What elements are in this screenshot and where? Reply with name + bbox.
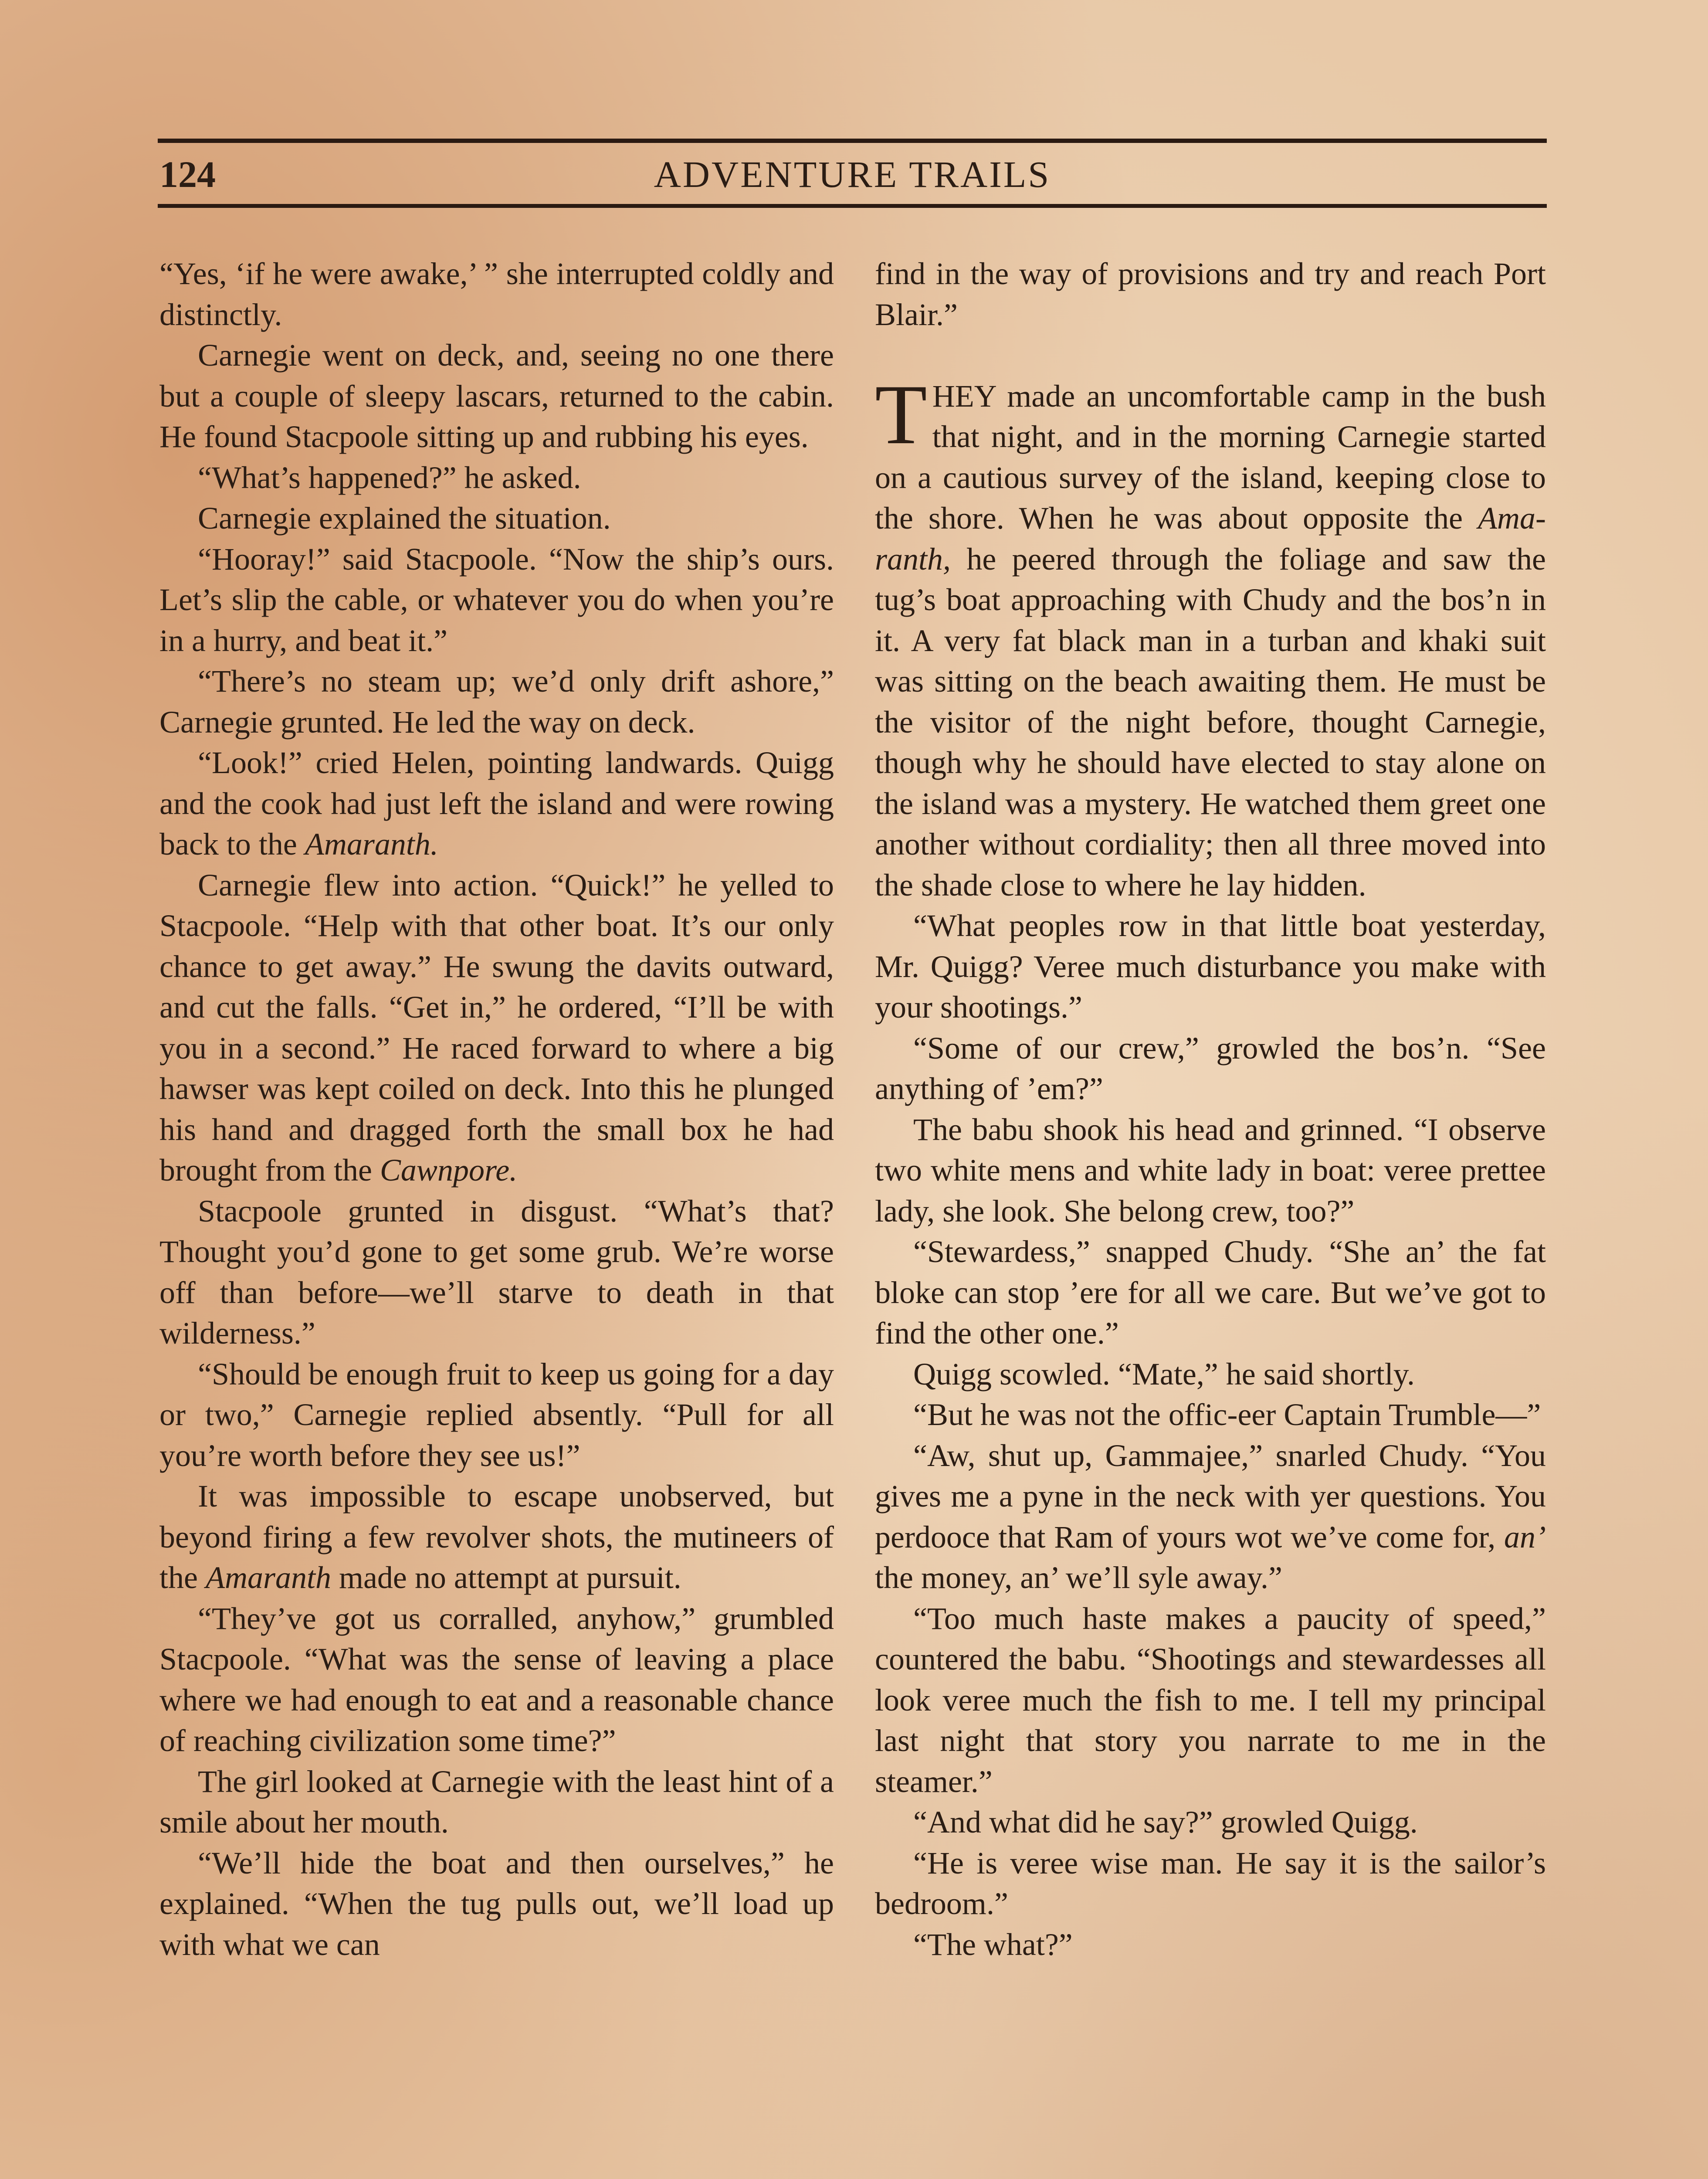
paragraph <box>875 1599 1546 1802</box>
paragraph-text: Quigg scowled. “Mate,” he said shortly. <box>913 1356 1415 1392</box>
paragraph-text: The babu shook his head and grinned. “I observe two white mens and white lady in boat: veree prettee lady, she look. She belong crew, too?” <box>875 1112 1546 1229</box>
italic-name: an’ <box>1504 1519 1546 1554</box>
paragraph <box>159 1476 834 1599</box>
paragraph-text: “Yes, ‘if he were awake,’ ” she interrupted coldly and distinctly. <box>159 256 834 332</box>
paragraph <box>159 1762 834 1843</box>
paragraph-text: “And what did he say?” growled Quigg. <box>913 1805 1418 1840</box>
drop-cap: T <box>875 367 927 462</box>
paragraph-text: It was impossible to escape unobserved, but beyond firing a few revolver shots, the mutineers of the <box>159 1479 834 1595</box>
paragraph <box>159 1599 834 1762</box>
running-title: ADVENTURE TRAILS <box>654 153 1051 195</box>
paragraph <box>159 1843 834 1965</box>
page-header <box>158 146 1547 202</box>
paragraph <box>875 1354 1546 1395</box>
italic-name: Cawnpore. <box>380 1153 518 1188</box>
paragraph-text: “What’s happened?” he asked. <box>198 460 581 495</box>
paragraph <box>875 367 1546 906</box>
paragraph <box>159 865 834 1191</box>
paragraph <box>875 906 1546 1028</box>
paragraph-text: “Stewardess,” snapped Chudy. “She an’ the fat bloke can stop ’ere for all we care. But we’ve got to find the other one.” <box>875 1234 1546 1351</box>
paragraph <box>159 335 834 458</box>
paragraph <box>159 661 834 743</box>
paragraph-text: “The what?” <box>913 1927 1073 1962</box>
paragraph-text: he peered through the foliage and saw the tug’s boat approaching with Chudy and the bos’n in it. A very fat black man in a turban and khaki suit was sitting on the beach awaiting them. He must be the visitor of the night before, thought Carnegie, though why he should have elected to stay alone on the island was a mystery. He watched them greet one another without cordiality; then all three moved into the shade close to where he lay hidden. <box>875 541 1546 903</box>
paragraph-text: “Hooray!” said Stacpoole. “Now the ship’s ours. Let’s slip the cable, or whatever you do when you’re in a hurry, and beat it.” <box>159 541 834 658</box>
paragraph-text: “Aw, shut up, Gammajee,” snarled Chudy. “You gives me a pyne in the neck with yer questions. You perdooce that Ram of yours wot we’ve come for, <box>875 1438 1546 1554</box>
paragraph <box>159 539 834 662</box>
paragraph-text: Stacpoole grunted in disgust. “What’s that? Thought you’d gone to get some grub. We’re worse off than before—we’ll starve to death in that wilderness.” <box>159 1193 834 1351</box>
paragraph-text: Carnegie went on deck, and, seeing no one there but a couple of sleepy lascars, returned to the cabin. He found Stacpoole sitting up and rubbing his eyes. <box>159 338 834 454</box>
paragraph <box>875 1436 1546 1599</box>
paragraph <box>159 458 834 499</box>
paragraph <box>875 1395 1546 1436</box>
paragraph-text: “He is veree wise man. He say it is the sailor’s bedroom.” <box>875 1845 1546 1921</box>
paragraph-text: The girl looked at Carnegie with the least hint of a smile about her mouth. <box>159 1764 834 1840</box>
paragraph <box>875 1802 1546 1843</box>
paragraph-text: the money, an’ we’ll syle away.” <box>875 1560 1282 1595</box>
paragraph-text: “What peoples row in that little boat yesterday, Mr. Quigg? Veree much disturbance you make with your shootings.” <box>875 908 1546 1025</box>
paragraph-text: HEY made an uncomfortable camp in the bush that night, and in the morning Carnegie started on a cautious survey of the island, keeping close to the shore. When he was about opposite the <box>875 378 1546 536</box>
paragraph <box>159 1191 834 1354</box>
paragraph-text: “There’s no steam up; we’d only drift ashore,” Carnegie grunted. He led the way on deck. <box>159 664 834 740</box>
left-text-column <box>159 254 834 1965</box>
paragraph <box>875 1028 1546 1110</box>
italic-name: Amaranth, <box>875 501 1546 577</box>
paragraph-text: find in the way of provisions and try and reach Port Blair.” <box>875 256 1546 332</box>
paragraph-text: “We’ll hide the boat and then ourselves,” he explained. “When the tug pulls out, we’ll load up with what we can <box>159 1845 834 1962</box>
italic-name: Amaranth <box>205 1560 331 1595</box>
header-rule-top <box>158 139 1547 143</box>
paragraph-text: “Too much haste makes a paucity of speed,” countered the babu. “Shootings and stewardesses all look veree much the fish to me. I tell my principal last night that story you narrate to me in the steamer.” <box>875 1601 1546 1799</box>
page-number: 124 <box>159 153 216 195</box>
paragraph <box>159 743 834 865</box>
paragraph <box>159 254 834 335</box>
paragraph <box>875 1110 1546 1232</box>
paragraph <box>875 1843 1546 1924</box>
paragraph-text: “But he was not the offic-eer Captain Trumble—” <box>913 1397 1541 1432</box>
paragraph <box>875 254 1546 335</box>
paragraph <box>875 1232 1546 1354</box>
paragraph-text: Carnegie flew into action. “Quick!” he yelled to Stacpoole. “Help with that other boat. It’s our only chance to get away.” He swung the davits outward, and cut the falls. “Get in,” he ordered, “I’ll be with you in a second.” He raced forward to where a big hawser was kept coiled on deck. Into this he plunged his hand and dragged forth the small box he had brought from the <box>159 867 834 1188</box>
header-rule-bottom <box>158 204 1547 208</box>
paragraph-text: made no attempt at pursuit. <box>331 1560 681 1595</box>
paragraph-text: “Some of our crew,” growled the bos’n. “See anything of ’em?” <box>875 1030 1546 1106</box>
italic-name: Amaranth. <box>305 827 438 862</box>
paragraph <box>159 1354 834 1476</box>
paragraph-text: “Should be enough fruit to keep us going for a day or two,” Carnegie replied absently. “Pull for all you’re worth before they see us!” <box>159 1356 834 1473</box>
paragraph-text: “Look!” cried Helen, pointing landwards. Quigg and the cook had just left the island and were rowing back to the <box>159 745 834 862</box>
paragraph <box>875 1924 1546 1965</box>
paragraph-text: “They’ve got us corralled, anyhow,” grumbled Stacpoole. “What was the sense of leaving a place where we had enough to eat and a reasonable chance of reaching civilization some time?” <box>159 1601 834 1758</box>
paragraph-text: Carnegie explained the situation. <box>198 501 611 536</box>
paragraph <box>159 498 834 539</box>
right-text-column <box>875 254 1546 1965</box>
